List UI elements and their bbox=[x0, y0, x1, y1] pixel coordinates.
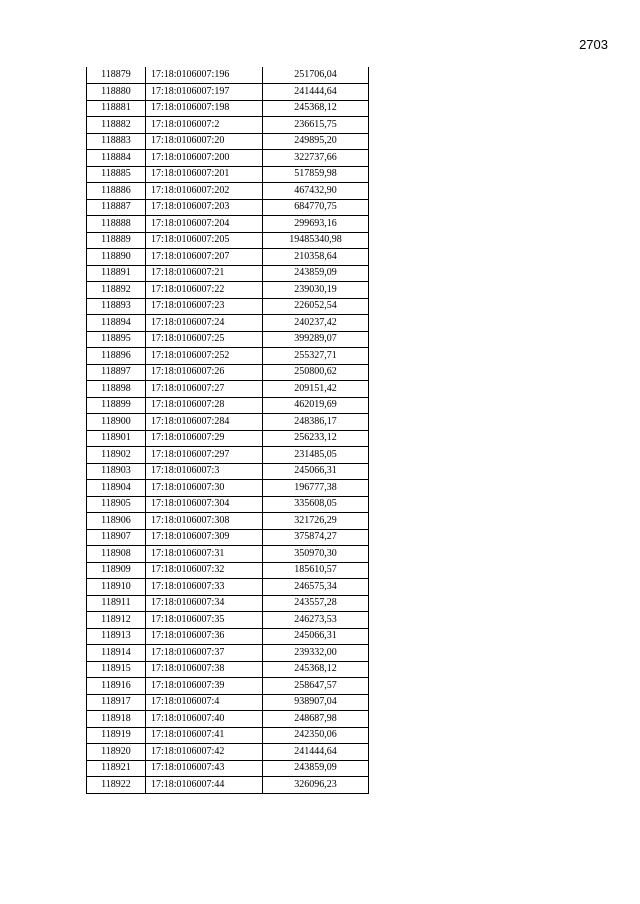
table-row bbox=[87, 348, 369, 365]
table-row bbox=[87, 496, 369, 513]
row-number-cell: 118913 bbox=[87, 628, 146, 645]
row-number-cell: 118898 bbox=[87, 381, 146, 398]
table-row bbox=[87, 414, 369, 431]
cadastral-number-cell: 17:18:0106007:44 bbox=[146, 777, 263, 794]
row-number-cell: 118880 bbox=[87, 84, 146, 101]
cadastral-number-cell: 17:18:0106007:35 bbox=[146, 612, 263, 629]
table-row bbox=[87, 166, 369, 183]
cadastral-number-cell: 17:18:0106007:28 bbox=[146, 397, 263, 414]
cadastral-number-cell: 17:18:0106007:304 bbox=[146, 496, 263, 513]
row-number-cell: 118879 bbox=[87, 67, 146, 84]
cadastral-number-cell: 17:18:0106007:39 bbox=[146, 678, 263, 695]
table-row bbox=[87, 463, 369, 480]
cadastral-value-cell: 242350,06 bbox=[263, 727, 369, 744]
table-row bbox=[87, 216, 369, 233]
row-number-cell: 118897 bbox=[87, 364, 146, 381]
cadastral-value-cell: 248687,98 bbox=[263, 711, 369, 728]
cadastral-number-cell: 17:18:0106007:31 bbox=[146, 546, 263, 563]
row-number-cell: 118914 bbox=[87, 645, 146, 662]
cadastral-number-cell: 17:18:0106007:25 bbox=[146, 331, 263, 348]
cadastral-number-cell: 17:18:0106007:20 bbox=[146, 133, 263, 150]
row-number-cell: 118894 bbox=[87, 315, 146, 332]
cadastral-number-cell: 17:18:0106007:42 bbox=[146, 744, 263, 761]
cadastral-number-cell: 17:18:0106007:33 bbox=[146, 579, 263, 596]
cadastral-number-cell: 17:18:0106007:198 bbox=[146, 100, 263, 117]
cadastral-value-cell: 256233,12 bbox=[263, 430, 369, 447]
cadastral-number-cell: 17:18:0106007:2 bbox=[146, 117, 263, 134]
cadastral-number-cell: 17:18:0106007:205 bbox=[146, 232, 263, 249]
cadastral-value-cell: 240237,42 bbox=[263, 315, 369, 332]
cadastral-value-cell: 399289,07 bbox=[263, 331, 369, 348]
row-number-cell: 118890 bbox=[87, 249, 146, 266]
cadastral-number-cell: 17:18:0106007:204 bbox=[146, 216, 263, 233]
cadastral-number-cell: 17:18:0106007:200 bbox=[146, 150, 263, 167]
row-number-cell: 118918 bbox=[87, 711, 146, 728]
row-number-cell: 118905 bbox=[87, 496, 146, 513]
cadastral-number-cell: 17:18:0106007:3 bbox=[146, 463, 263, 480]
row-number-cell: 118917 bbox=[87, 694, 146, 711]
table-row bbox=[87, 711, 369, 728]
row-number-cell: 118922 bbox=[87, 777, 146, 794]
row-number-cell: 118919 bbox=[87, 727, 146, 744]
table-row bbox=[87, 727, 369, 744]
table-row bbox=[87, 513, 369, 530]
cadastral-value-cell: 245066,31 bbox=[263, 628, 369, 645]
cadastral-number-cell: 17:18:0106007:29 bbox=[146, 430, 263, 447]
row-number-cell: 118885 bbox=[87, 166, 146, 183]
cadastral-value-cell: 326096,23 bbox=[263, 777, 369, 794]
row-number-cell: 118882 bbox=[87, 117, 146, 134]
table-row bbox=[87, 282, 369, 299]
row-number-cell: 118909 bbox=[87, 562, 146, 579]
table-row bbox=[87, 447, 369, 464]
row-number-cell: 118916 bbox=[87, 678, 146, 695]
row-number-cell: 118903 bbox=[87, 463, 146, 480]
cadastral-value-cell: 241444,64 bbox=[263, 84, 369, 101]
table-row bbox=[87, 760, 369, 777]
cadastral-value-cell: 226052,54 bbox=[263, 298, 369, 315]
row-number-cell: 118883 bbox=[87, 133, 146, 150]
table-row bbox=[87, 67, 369, 84]
cadastral-value-cell: 248386,17 bbox=[263, 414, 369, 431]
cadastral-value-cell: 185610,57 bbox=[263, 562, 369, 579]
row-number-cell: 118910 bbox=[87, 579, 146, 596]
row-number-cell: 118920 bbox=[87, 744, 146, 761]
cadastral-number-cell: 17:18:0106007:43 bbox=[146, 760, 263, 777]
cadastral-value-cell: 239332,00 bbox=[263, 645, 369, 662]
cadastral-value-cell: 196777,38 bbox=[263, 480, 369, 497]
cadastral-number-cell: 17:18:0106007:36 bbox=[146, 628, 263, 645]
cadastral-value-cell: 258647,57 bbox=[263, 678, 369, 695]
table-row bbox=[87, 364, 369, 381]
cadastral-number-cell: 17:18:0106007:196 bbox=[146, 67, 263, 84]
row-number-cell: 118888 bbox=[87, 216, 146, 233]
cadastral-number-cell: 17:18:0106007:284 bbox=[146, 414, 263, 431]
cadastral-value-cell: 245368,12 bbox=[263, 661, 369, 678]
cadastral-number-cell: 17:18:0106007:22 bbox=[146, 282, 263, 299]
table-row bbox=[87, 595, 369, 612]
row-number-cell: 118911 bbox=[87, 595, 146, 612]
table-row bbox=[87, 430, 369, 447]
cadastral-number-cell: 17:18:0106007:32 bbox=[146, 562, 263, 579]
row-number-cell: 118921 bbox=[87, 760, 146, 777]
table-row bbox=[87, 249, 369, 266]
row-number-cell: 118915 bbox=[87, 661, 146, 678]
cadastral-value-cell: 245368,12 bbox=[263, 100, 369, 117]
table-row bbox=[87, 678, 369, 695]
cadastral-value-cell: 239030,19 bbox=[263, 282, 369, 299]
table-row bbox=[87, 232, 369, 249]
row-number-cell: 118901 bbox=[87, 430, 146, 447]
table-row bbox=[87, 133, 369, 150]
cadastral-value-cell: 517859,98 bbox=[263, 166, 369, 183]
cadastral-value-cell: 210358,64 bbox=[263, 249, 369, 266]
table-row bbox=[87, 298, 369, 315]
cadastral-number-cell: 17:18:0106007:38 bbox=[146, 661, 263, 678]
row-number-cell: 118895 bbox=[87, 331, 146, 348]
table-row bbox=[87, 331, 369, 348]
cadastral-value-cell: 251706,04 bbox=[263, 67, 369, 84]
cadastral-value-cell: 938907,04 bbox=[263, 694, 369, 711]
cadastral-number-cell: 17:18:0106007:4 bbox=[146, 694, 263, 711]
cadastral-value-cell: 684770,75 bbox=[263, 199, 369, 216]
cadastral-value-cell: 462019,69 bbox=[263, 397, 369, 414]
table-row bbox=[87, 265, 369, 282]
cadastral-number-cell: 17:18:0106007:201 bbox=[146, 166, 263, 183]
table-row bbox=[87, 100, 369, 117]
table-row bbox=[87, 777, 369, 794]
cadastral-value-cell: 209151,42 bbox=[263, 381, 369, 398]
cadastral-value-cell: 375874,27 bbox=[263, 529, 369, 546]
table-row bbox=[87, 612, 369, 629]
row-number-cell: 118886 bbox=[87, 183, 146, 200]
cadastral-number-cell: 17:18:0106007:24 bbox=[146, 315, 263, 332]
cadastral-value-cell: 243859,09 bbox=[263, 265, 369, 282]
cadastral-value-cell: 255327,71 bbox=[263, 348, 369, 365]
row-number-cell: 118900 bbox=[87, 414, 146, 431]
cadastral-value-cell: 236615,75 bbox=[263, 117, 369, 134]
cadastral-value-cell: 246575,34 bbox=[263, 579, 369, 596]
row-number-cell: 118907 bbox=[87, 529, 146, 546]
table-row bbox=[87, 183, 369, 200]
row-number-cell: 118908 bbox=[87, 546, 146, 563]
cadastral-value-cell: 243557,28 bbox=[263, 595, 369, 612]
row-number-cell: 118892 bbox=[87, 282, 146, 299]
cadastral-value-cell: 335608,05 bbox=[263, 496, 369, 513]
row-number-cell: 118904 bbox=[87, 480, 146, 497]
table-row bbox=[87, 579, 369, 596]
cadastral-number-cell: 17:18:0106007:37 bbox=[146, 645, 263, 662]
row-number-cell: 118906 bbox=[87, 513, 146, 530]
row-number-cell: 118889 bbox=[87, 232, 146, 249]
cadastral-number-cell: 17:18:0106007:202 bbox=[146, 183, 263, 200]
cadastral-value-cell: 322737,66 bbox=[263, 150, 369, 167]
cadastral-value-cell: 467432,90 bbox=[263, 183, 369, 200]
cadastral-number-cell: 17:18:0106007:252 bbox=[146, 348, 263, 365]
cadastral-value-cell: 245066,31 bbox=[263, 463, 369, 480]
table-row bbox=[87, 628, 369, 645]
cadastral-value-cell: 246273,53 bbox=[263, 612, 369, 629]
cadastral-value-cell: 241444,64 bbox=[263, 744, 369, 761]
row-number-cell: 118881 bbox=[87, 100, 146, 117]
cadastral-number-cell: 17:18:0106007:40 bbox=[146, 711, 263, 728]
cadastral-number-cell: 17:18:0106007:197 bbox=[146, 84, 263, 101]
cadastral-number-cell: 17:18:0106007:27 bbox=[146, 381, 263, 398]
row-number-cell: 118902 bbox=[87, 447, 146, 464]
cadastral-number-cell: 17:18:0106007:23 bbox=[146, 298, 263, 315]
cadastral-value-cell: 243859,09 bbox=[263, 760, 369, 777]
table-body bbox=[87, 67, 369, 793]
page-number: 2703 bbox=[579, 37, 608, 52]
cadastral-number-cell: 17:18:0106007:203 bbox=[146, 199, 263, 216]
cadastral-value-cell: 350970,30 bbox=[263, 546, 369, 563]
table-row bbox=[87, 480, 369, 497]
table-row bbox=[87, 117, 369, 134]
table-row bbox=[87, 529, 369, 546]
cadastral-number-cell: 17:18:0106007:309 bbox=[146, 529, 263, 546]
cadastral-value-cell: 249895,20 bbox=[263, 133, 369, 150]
cadastral-number-cell: 17:18:0106007:41 bbox=[146, 727, 263, 744]
table-row bbox=[87, 315, 369, 332]
table-row bbox=[87, 694, 369, 711]
cadastral-number-cell: 17:18:0106007:26 bbox=[146, 364, 263, 381]
cadastral-number-cell: 17:18:0106007:297 bbox=[146, 447, 263, 464]
table-row bbox=[87, 661, 369, 678]
cadastral-value-cell: 321726,29 bbox=[263, 513, 369, 530]
table-row bbox=[87, 744, 369, 761]
cadastral-number-cell: 17:18:0106007:34 bbox=[146, 595, 263, 612]
cadastral-value-cell: 19485340,98 bbox=[263, 232, 369, 249]
cadastral-number-cell: 17:18:0106007:30 bbox=[146, 480, 263, 497]
cadastral-value-cell: 231485,05 bbox=[263, 447, 369, 464]
cadastral-value-cell: 299693,16 bbox=[263, 216, 369, 233]
row-number-cell: 118884 bbox=[87, 150, 146, 167]
table-row bbox=[87, 397, 369, 414]
table-row bbox=[87, 645, 369, 662]
table-row bbox=[87, 150, 369, 167]
table-row bbox=[87, 546, 369, 563]
row-number-cell: 118899 bbox=[87, 397, 146, 414]
cadastral-number-cell: 17:18:0106007:207 bbox=[146, 249, 263, 266]
cadastral-number-cell: 17:18:0106007:308 bbox=[146, 513, 263, 530]
cadastral-value-table bbox=[86, 67, 369, 794]
row-number-cell: 118887 bbox=[87, 199, 146, 216]
table-row bbox=[87, 381, 369, 398]
table-row bbox=[87, 199, 369, 216]
row-number-cell: 118912 bbox=[87, 612, 146, 629]
row-number-cell: 118893 bbox=[87, 298, 146, 315]
cadastral-value-cell: 250800,62 bbox=[263, 364, 369, 381]
cadastral-number-cell: 17:18:0106007:21 bbox=[146, 265, 263, 282]
table-row bbox=[87, 562, 369, 579]
row-number-cell: 118896 bbox=[87, 348, 146, 365]
table-row bbox=[87, 84, 369, 101]
row-number-cell: 118891 bbox=[87, 265, 146, 282]
